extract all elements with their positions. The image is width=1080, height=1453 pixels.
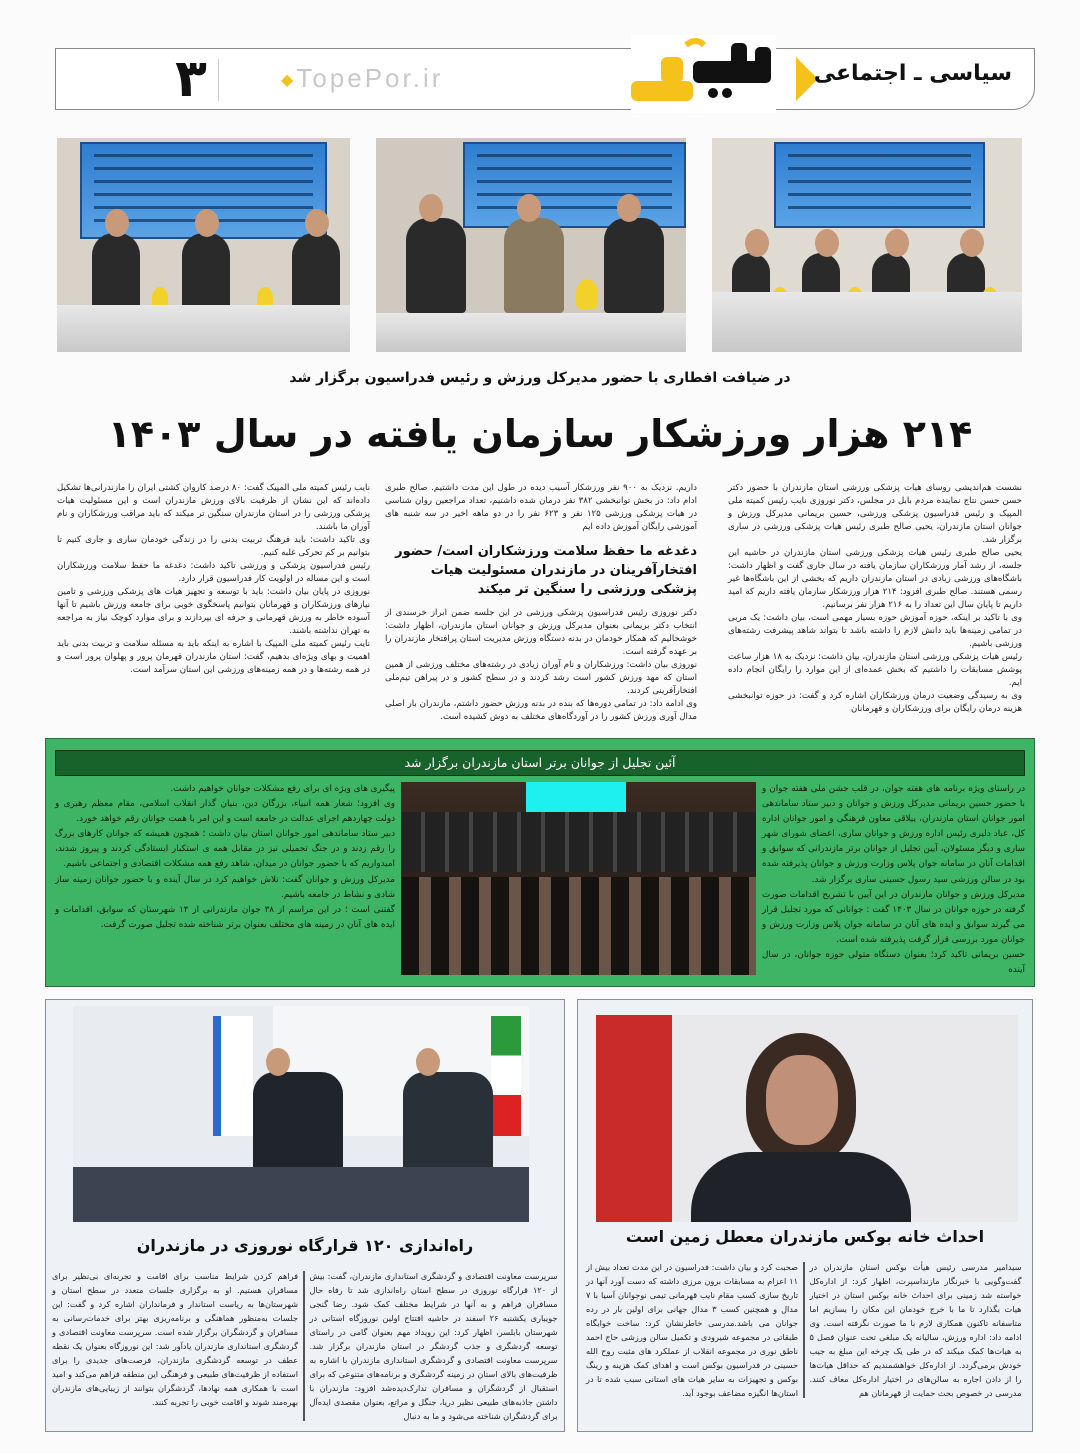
article-column: نایب رئیس کمیته ملی المپیک گفت: ۸۰ درصد کاروان کشتی ایران را مازندرانی‌ها تشکیل داده‌اند که این نشان از ظرفیت بالای ورزش مازندران است و این مسئولیت هیات پزشکی ورزشی را در استان مازندران سنگین تر میکند که باید مراقب ورزشکاران و نام آوران ما باشند. وی تاکید داشت: باید فرهنگ تربیت بدنی را در زندگی خودمان ساری و جاری کنیم تا بتوانیم بر کم تحرکی غلبه کنیم. رئیس فدراسیون پزشکی و ورزشی تاکید داشت: دغدغه ما حفظ سلامت ورزشکاران است و این مساله در اولویت کار فدراسیون قرار دارد. نوروزی در پایان بیان داشت: باید با توسعه و تجهیز هیات های پزشکی ورزشی و تامین نیازهای ورزشکاران و قهرمانان بتوانیم پاسخگوی خوبی برای جامعه ورزش باشیم تا آنها آسوده خاطر به ورزش قهرمانی و حرفه ای بپردازند و برای موارد کوچک نیاز به مراجعه به تهران نداشته باشند. نایب رئیس کمیته ملی المپیک با اشاره به اینکه باید به مسئله سلامت و تربیت بدنی باید اهمیت و بهای ویژه‌ای بدهیم، گفت: استان مازندران قهرمان پرور و پهلوان پرور است و در همه رشته‌ها و در همه زمینه‌های ورزشی این استان سرآمد است. [57, 483, 370, 675]
article-column: صحبت کرد و بیان داشت: فدراسیون در این مدت تعداد بیش از ۱۱ اعزام به مسابقات برون مرزی داشته که دست آورد آنها در تاریخ سازی کسب مقام نایب قهرمانی تیمی نوجوانان آسیا با ۷ مدال و همچنین کسب ۳ مدال جهانی برای اولین بار در رده جوانان می باشد.مدرسی خاطرنشان کرد: ساخت خوابگاه طبقاتی در مجموعه شیرودی و تکمیل سالن ورزشی حاج احمد ناطق نوری در مجموعه انقلاب از عملکرد های مثبت روح الله حسینی در فدراسیون بوکس است و اهدای کمک هزینه و رینگ بوکس و تجهیزات به سایر هیات های استانی سبب شده تا در استان‌ها انگیزه مضاعف بوجود آید. [586, 1262, 798, 1399]
subheadline: دغدغه ما حفظ سلامت ورزشکاران است/ حضور افتخارآفرینان در مازندران مسئولیت هیات پزشکی ورزشی را سنگین تر میکند [395, 544, 697, 597]
youth-article-box [45, 738, 1035, 987]
lead-article-columns [0, 482, 1080, 728]
diamond-icon: ◆ [281, 72, 297, 90]
bottom-articles [45, 999, 1080, 1432]
ceremony-photo [401, 782, 756, 975]
website-url[interactable]: ◆TopePor.ir [281, 63, 444, 93]
article-deck: در ضیافت افطاری با حضور مدیرکل ورزش و رئیس فدراسیون برگزار شد [289, 370, 791, 386]
meeting-photo [73, 1006, 529, 1222]
article-photo [712, 138, 1022, 352]
section-label: سیاسی ـ اجتماعی [813, 61, 1012, 86]
boxing-article-box [577, 999, 1033, 1432]
newspaper-logo [631, 35, 776, 113]
divider [218, 59, 219, 101]
headline: ۲۱۴ هزار ورزشکار سازمان یافته در سال ۱۴۰۳ [107, 412, 973, 456]
article-column: در راستای ویژه برنامه های هفته جوان، در قلب جشن ملی هفته جوان و با حضور حسین بریمانی مدیرکل ورزش و جوانان و دبیر ستاد ساماندهی امور جوانان استان مازندران، ییلاقی معاون فرهنگی و امور جوانان اداره کل، عباد دلیری رئیس اداره ورزش و جوانان ساری، اعضای شورای شهر ساری و دیگر مسئولان، آیین تجلیل از جوانان برتر مازندرانی که سوابق و اقدامات آنان در سامانه جوان پلاس وزارت ورزش و جوانان پذیرفته شده بود در سالن ورزشی سید رسول حسینی ساری برگزار شد. مدیرکل ورزش و جوانان مازندران در این آیین با تشریح اقدامات صورت گرفته در حوزه جوانان در سال ۱۴۰۳ گفت : جوانانی که مورد تجلیل قرار می گیرند سوابق و ایده های آنان در سامانه جوان پلاس وزارت ورزش و جوانان مورد بررسی قرار گرفت پذیرفته شده است. حسین بریمانی تاکید کرد؛ بعنوان دستگاه متولی حوزه جوانان، در سال آینده [762, 784, 1025, 976]
article-column: داریم. نزدیک به ۹۰۰ نفر ورزشکار آسیب دیده در طول این مدت داشتیم. صالح طبری ادام داد: در بخش توانبخشی ۳۸۲ نفر درمان شده داشتیم، تعداد مراجعین روان شناسی در هیات پزشکی ورزشی ۱۲۵ نفر و ۶۲۳ نفر را در دو ماهه اخیر در سه شنبه های آموزشی رایگان آموزش داده ایم [385, 483, 698, 532]
article-column: فراهم کردن شرایط مناسب برای اقامت و تجربه‌ای بی‌نظیر برای مسافران هستیم. او به برگزاری جلسات متعدد در سطح استان و شهرستان‌ها به ریاست استاندار و فرمانداران اشاره کرد و گفت: این جلسات به‌منظور هماهنگی و برنامه‌ریزی بهتر برای خدمات‌رسانی به مسافران و گردشگران برگزار شده است. سرپرست معاونت اقتصادی و گردشگری استانداری مازندران یادآور شد: این نوروزگاه بعنوان یک نقطه عطف در توسعه گردشگری مازندران، فرصت‌های جدیدی را برای استفاده از ظرفیت‌های طبیعی و فرهنگی این منطقه فراهم می‌کند و امید است با همکاری همه نهادها، گردشگران بتوانند از زیبایی‌های مازندران بهره‌مند شوند و اقامت خوبی را تجربه کنند. [52, 1271, 298, 1408]
article-column: سیدامیر مدرسی رئیس هیأت بوکس استان مازندران در گفت‌وگویی با خبرنگار مازنداسپرت، اظهار کرد: از اداره‌کل خواسته شد زمینی برای احداث خانه بوکس استان در اختیار هیات بگذارد تا ما با خرج خودمان این مکان را بسازیم اما متاسفانه تاکنون همکاری لازم با ما صورت نگرفته است. وی ادامه داد: اداره ورزش، سالیانه یک مبلغی تحت عنوان فصل ۵ به هیات‌ها کمک میکند که در طی یک چرخه این مبلغ به جیب خودش برمی‌گردد. از اداره‌کل خواهشمندیم که حداقل هیات‌ها را از دادن اجاره به سالن‌های در اختیار اداره‌کل معاف کنند. مدرسی در خصوص بحث حمایت از قهرمانان هم [809, 1262, 1022, 1399]
column-divider [303, 1271, 305, 1421]
article-photo [376, 138, 686, 352]
column-divider [803, 1262, 805, 1398]
middle-column [385, 482, 697, 724]
page-number: ۳ [175, 49, 207, 109]
masthead [55, 48, 1035, 110]
youth-article-title: آئین تجلیل از جوانان برتر استان مازندران برگزار شد [55, 750, 1025, 776]
article-column: نشست هم‌اندیشی روسای هیات پزشکی ورزشی استان مازندران با حضور دکتر حسن حسن نتاج نماینده مردم بابل در مجلس، دکتر نوروزی نایب رئیس کمیته ملی المپیک و رئیس فدراسیون پزشکی ورزشی، حسین بریمانی مدیرکل ورزش و جوانان استان مازندران، یحیی صالح طبری رئیس هیات پزشکی ورزشی در ساری برگزار شد. یحیی صالح طبری رئیس هیات پزشکی ورزشی استان مازندران در حاشیه این جلسه، از رشد آمار ورزشکاران سازمان یافته در سال جاری گفت و اظهار داشت: باشگاه‌های ورزشی زیادی در استان مازندران داریم که بخشی از این باشگاه‌ها غیر رسمی هستند. صالح طبری افزود: ۲۱۴ هزار ورزشکار سازمان یافته داریم که امید داریم تا پایان سال این تعداد را به ۲۱۶ هزار نفر برسانیم. وی با تاکید بر اینکه، حوزه آموزش حوزه بسیار مهمی است، بیان داشت: یک مربی در تمامی زمینه‌ها باید دانش لازم را داشته باشد تا بتواند شاهد پیشرفت رشته‌های ورزشی باشیم. رئیس هیات پزشکی ورزشی استان مازندران، بیان داشت: نزدیک به ۱۸ هزار ساعت پوشش مسابقات را داشتیم که بخش عمده‌ای از این موارد را رایگان انجام داده ایم. وی به رسیدگی وضعیت درمان ورزشکاران اشاره کرد و گفت: در حوزه توانبخشی هزینه درمان رایگان برای ورزشکاران و قهرمانان [728, 483, 1022, 714]
article-photo [57, 138, 350, 352]
article-column: دکتر نوروزی رئیس فدراسیون پزشکی ورزشی در این جلسه ضمن ابراز خرسندی از انتخاب دکتر بریمانی بعنوان مدیرکل ورزش و جوانان استان مازندران، اظهار داشت: خوشحالیم که همکار خودمان در بدنه دستگاه ورزش مدیریت استان پرافتخار مازندران را بر عهده گرفته است. نوروزی بیان داشت: ورزشکاران و نام آوران زیادی در رشته‌های مختلف ورزشی از همین استان که مهد ورزش کشور است رشد کردند و در سطح کشور و در پیراهن تیم‌ملی افتخارآفرینی کردند. وی ادامه داد: در تمامی دوره‌ها که بنده در بدنه ورزش حضور داشتم، مازندران بار اصلی مدال آوری ورزش کشور را در آوردگاه‌های مختلف به دوش کشیده است. [385, 608, 697, 722]
article-column: سرپرست معاونت اقتصادی و گردشگری استانداری مازندران، گفت: بیش از ۱۲۰ قرارگاه نوروزی در سطح استان راه‌اندازی شد تا رفاه حال مسافران فراهم و به آنها در شرایط مختلف کمک شود. رضا گنجی جویباری یکشنبه ۲۶ اسفند در حاشیه افتتاح اولین نوروزگاه استانی در شهرستان بابلسر، اظهار کرد: این رویداد مهم بعنوان گامی در راستای توسعه گردشگری و جذب گردشگر در استان مازندران برگزار شد. سرپرست معاونت اقتصادی و گردشگری استانداری مازندران با اشاره به ظرفیت‌های بالای استان در زمینه گردشگری و برنامه‌های متنوعی که برای استقبال از گردشگران و مسافران تدارک‌دیده‌شد افزود: مازندران با داشتن جاذبه‌های طبیعی نظیر دریا، جنگل و مراتع، بعنوان مقصدی ایده‌آل برای گردشگران شناخته می‌شود و ما به دنبال [309, 1271, 558, 1422]
portrait-photo [596, 1015, 1018, 1222]
page-body [0, 482, 1080, 1442]
boxing-headline: احداث خانه بوکس مازندران معطل زمین است [625, 1227, 985, 1247]
article-column: پیگیری های ویژه ای برای رفع مشکلات جوانان خواهیم داشت. وی افزود؛ شعار همه انبیاء، بزرگان دین، بنیان گذار انقلاب اسلامی، مقام معظم رهبری و دولت چهاردهم اجرای عدالت در جامعه است و این امر با همت جوانان رقم خواهد خورد. دبیر ستاد ساماندهی امور جوانان استان بیان داشت ؛ همچون همیشه که جوانان کارهای بزرگ را رقم زدند و در جنگ تحمیلی نیز در مقابل همه ی استکبار ایستادگی کردند و پیروز شدند، امیدواریم که با حضور جوانان در میدان، شاهد رفع همه مشکلات اقتصادی و اجتماعی باشیم. مدیرکل ورزش و جوانان گفت: تلاش خواهیم کرد در سال آینده و با حضور جوانان زمینه ساز شادی و نشاط در جامعه باشیم. گفتنی است ؛ در این مراسم از ۳۸ جوان مازندرانی از ۱۴ شهرستان که سوابق، اقدامات و ایده های آنان در زمینه های مختلف بعنوان برتر شناخته شده تجلیل صورت گرفت. [55, 784, 395, 930]
nowruz-article-box [45, 999, 565, 1432]
nowruz-headline: راه‌اندازی ۱۲۰ قرارگاه نوروزی در مازندران [136, 1236, 474, 1256]
